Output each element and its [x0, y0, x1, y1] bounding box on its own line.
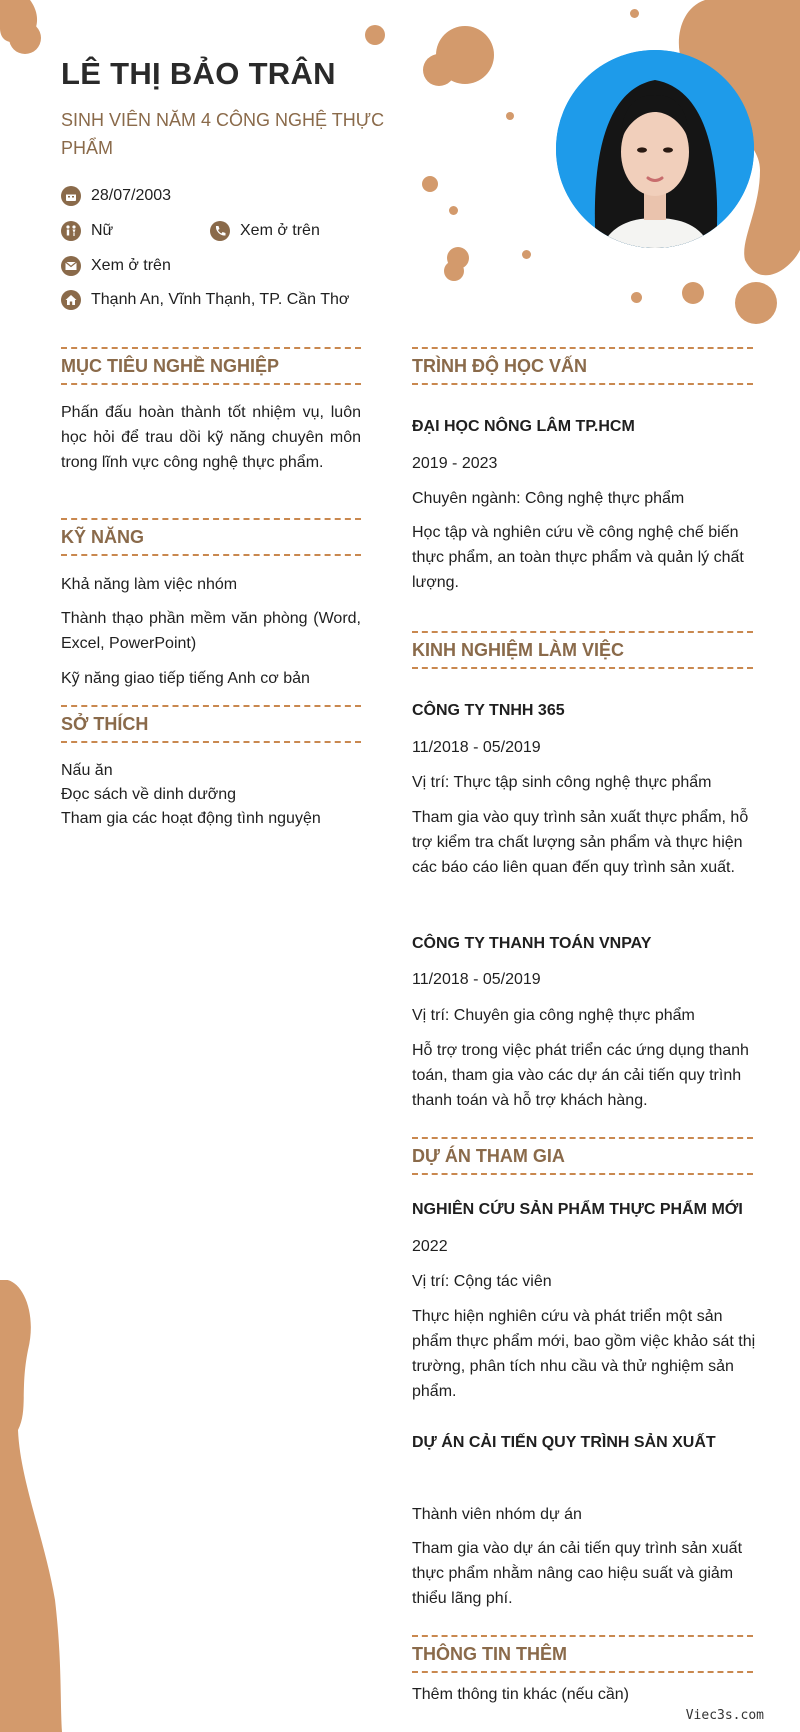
project-role: Vị trí: Cộng tác viên — [412, 1273, 552, 1290]
additional-heading: THÔNG TIN THÊM — [412, 1635, 753, 1673]
project-name: NGHIÊN CỨU SẢN PHẨM THỰC PHẨM MỚI — [412, 1201, 743, 1218]
experience-heading: KINH NGHIỆM LÀM VIỆC — [412, 631, 753, 669]
skills-heading: KỸ NĂNG — [61, 518, 361, 556]
address-value: Thạnh An, Vĩnh Thạnh, TP. Cần Thơ — [91, 291, 350, 308]
job-description: Tham gia vào quy trình sản xuất thực phẩm, hỗ trợ kiểm tra chất lượng sản phẩm và thực hiện các báo cáo liên quan đến quy trình sản xuất. — [412, 809, 749, 876]
gender-icon — [61, 221, 81, 241]
decor-dot — [735, 282, 777, 324]
education-major: Chuyên ngành: Công nghệ thực phẩm — [412, 490, 685, 507]
phone-value: Xem ở trên — [240, 222, 320, 239]
project-name: DỰ ÁN CẢI TIẾN QUY TRÌNH SẢN XUẤT — [412, 1434, 716, 1451]
hobby-item: Nấu ăn — [61, 762, 113, 779]
home-icon — [61, 290, 81, 310]
candidate-title: SINH VIÊN NĂM 4 CÔNG NGHỆ THỰC PHẨM — [61, 110, 385, 158]
objective-heading: MỤC TIÊU NGHỀ NGHIỆP — [61, 347, 361, 385]
job-company: CÔNG TY THANH TOÁN VNPAY — [412, 935, 652, 952]
decor-dot — [422, 176, 438, 192]
project-role: Thành viên nhóm dự án — [412, 1506, 582, 1523]
education-heading: TRÌNH ĐỘ HỌC VẤN — [412, 347, 753, 385]
project-description: Thực hiện nghiên cứu và phát triển một sản phẩm thực phẩm mới, bao gồm việc khảo sát thị trường, phân tích nhu cầu và thử nghiệm sản phẩm. — [412, 1308, 756, 1400]
education-school: ĐẠI HỌC NÔNG LÂM TP.HCM — [412, 418, 635, 435]
job-position: Vị trí: Thực tập sinh công nghệ thực phẩm — [412, 774, 712, 791]
hobbies-heading: SỞ THÍCH — [61, 705, 361, 743]
email-icon — [61, 256, 81, 276]
gender-value: Nữ — [91, 222, 114, 239]
projects-heading: DỰ ÁN THAM GIA — [412, 1137, 753, 1175]
decor-dot — [365, 25, 385, 45]
birthdate-row — [61, 186, 171, 206]
decor-dot — [630, 9, 639, 18]
email-value: Xem ở trên — [91, 257, 171, 274]
skill-item: Khả năng làm việc nhóm — [61, 576, 238, 593]
email-row — [61, 256, 171, 276]
job-period: 11/2018 - 05/2019 — [412, 739, 541, 756]
project-description: Tham gia vào dự án cải tiến quy trình sản xuất thực phẩm nhằm nâng cao hiệu suất và giảm thiểu lãng phí. — [412, 1540, 743, 1607]
job-position: Vị trí: Chuyên gia công nghệ thực phẩm — [412, 1007, 695, 1024]
hobby-item: Đọc sách về dinh dưỡng — [61, 786, 237, 803]
decor-dot — [423, 54, 455, 86]
skill-item: Thành thạo phần mềm văn phòng (Word, Excel, PowerPoint) — [61, 610, 361, 652]
skill-item: Kỹ năng giao tiếp tiếng Anh cơ bản — [61, 670, 310, 687]
decor-dot — [631, 292, 642, 303]
decor-dot — [522, 250, 531, 259]
phone-row — [210, 221, 320, 241]
additional-text: Thêm thông tin khác (nếu cần) — [412, 1686, 630, 1703]
decor-dot — [9, 22, 41, 54]
birthdate-value: 28/07/2003 — [91, 187, 172, 204]
objective-text: Phấn đấu hoàn thành tốt nhiệm vụ, luôn học hỏi để trau dồi kỹ năng chuyên môn trong lĩnh vực công nghệ thực phẩm. — [61, 404, 361, 471]
address-row — [61, 290, 349, 310]
phone-icon — [210, 221, 230, 241]
job-period: 11/2018 - 05/2019 — [412, 971, 541, 988]
portrait-illustration — [556, 50, 754, 248]
decor-dot — [682, 282, 704, 304]
calendar-icon — [61, 186, 81, 206]
project-year: 2022 — [412, 1238, 448, 1255]
education-period: 2019 - 2023 — [412, 455, 498, 472]
watermark: Viec3s.com — [685, 1708, 764, 1723]
decor-dot — [444, 261, 464, 281]
job-company: CÔNG TY TNHH 365 — [412, 702, 565, 719]
job-description: Hỗ trợ trong việc phát triển các ứng dụng thanh toán, tham gia vào các dự án cải tiến quy trình thanh toán và hỗ trợ khách hàng. — [412, 1042, 749, 1109]
education-description: Học tập và nghiên cứu về công nghệ chế biến thực phẩm, an toàn thực phẩm và quản lý chất lượng. — [412, 524, 744, 591]
gender-row — [61, 221, 113, 241]
decor-dot — [449, 206, 458, 215]
hobby-item: Tham gia các hoạt động tình nguyện — [61, 810, 321, 827]
decor-bottom-left-shape — [0, 1280, 80, 1732]
candidate-name: LÊ THỊ BẢO TRÂN — [61, 56, 336, 91]
decor-dot — [506, 112, 514, 120]
profile-photo — [556, 50, 754, 248]
